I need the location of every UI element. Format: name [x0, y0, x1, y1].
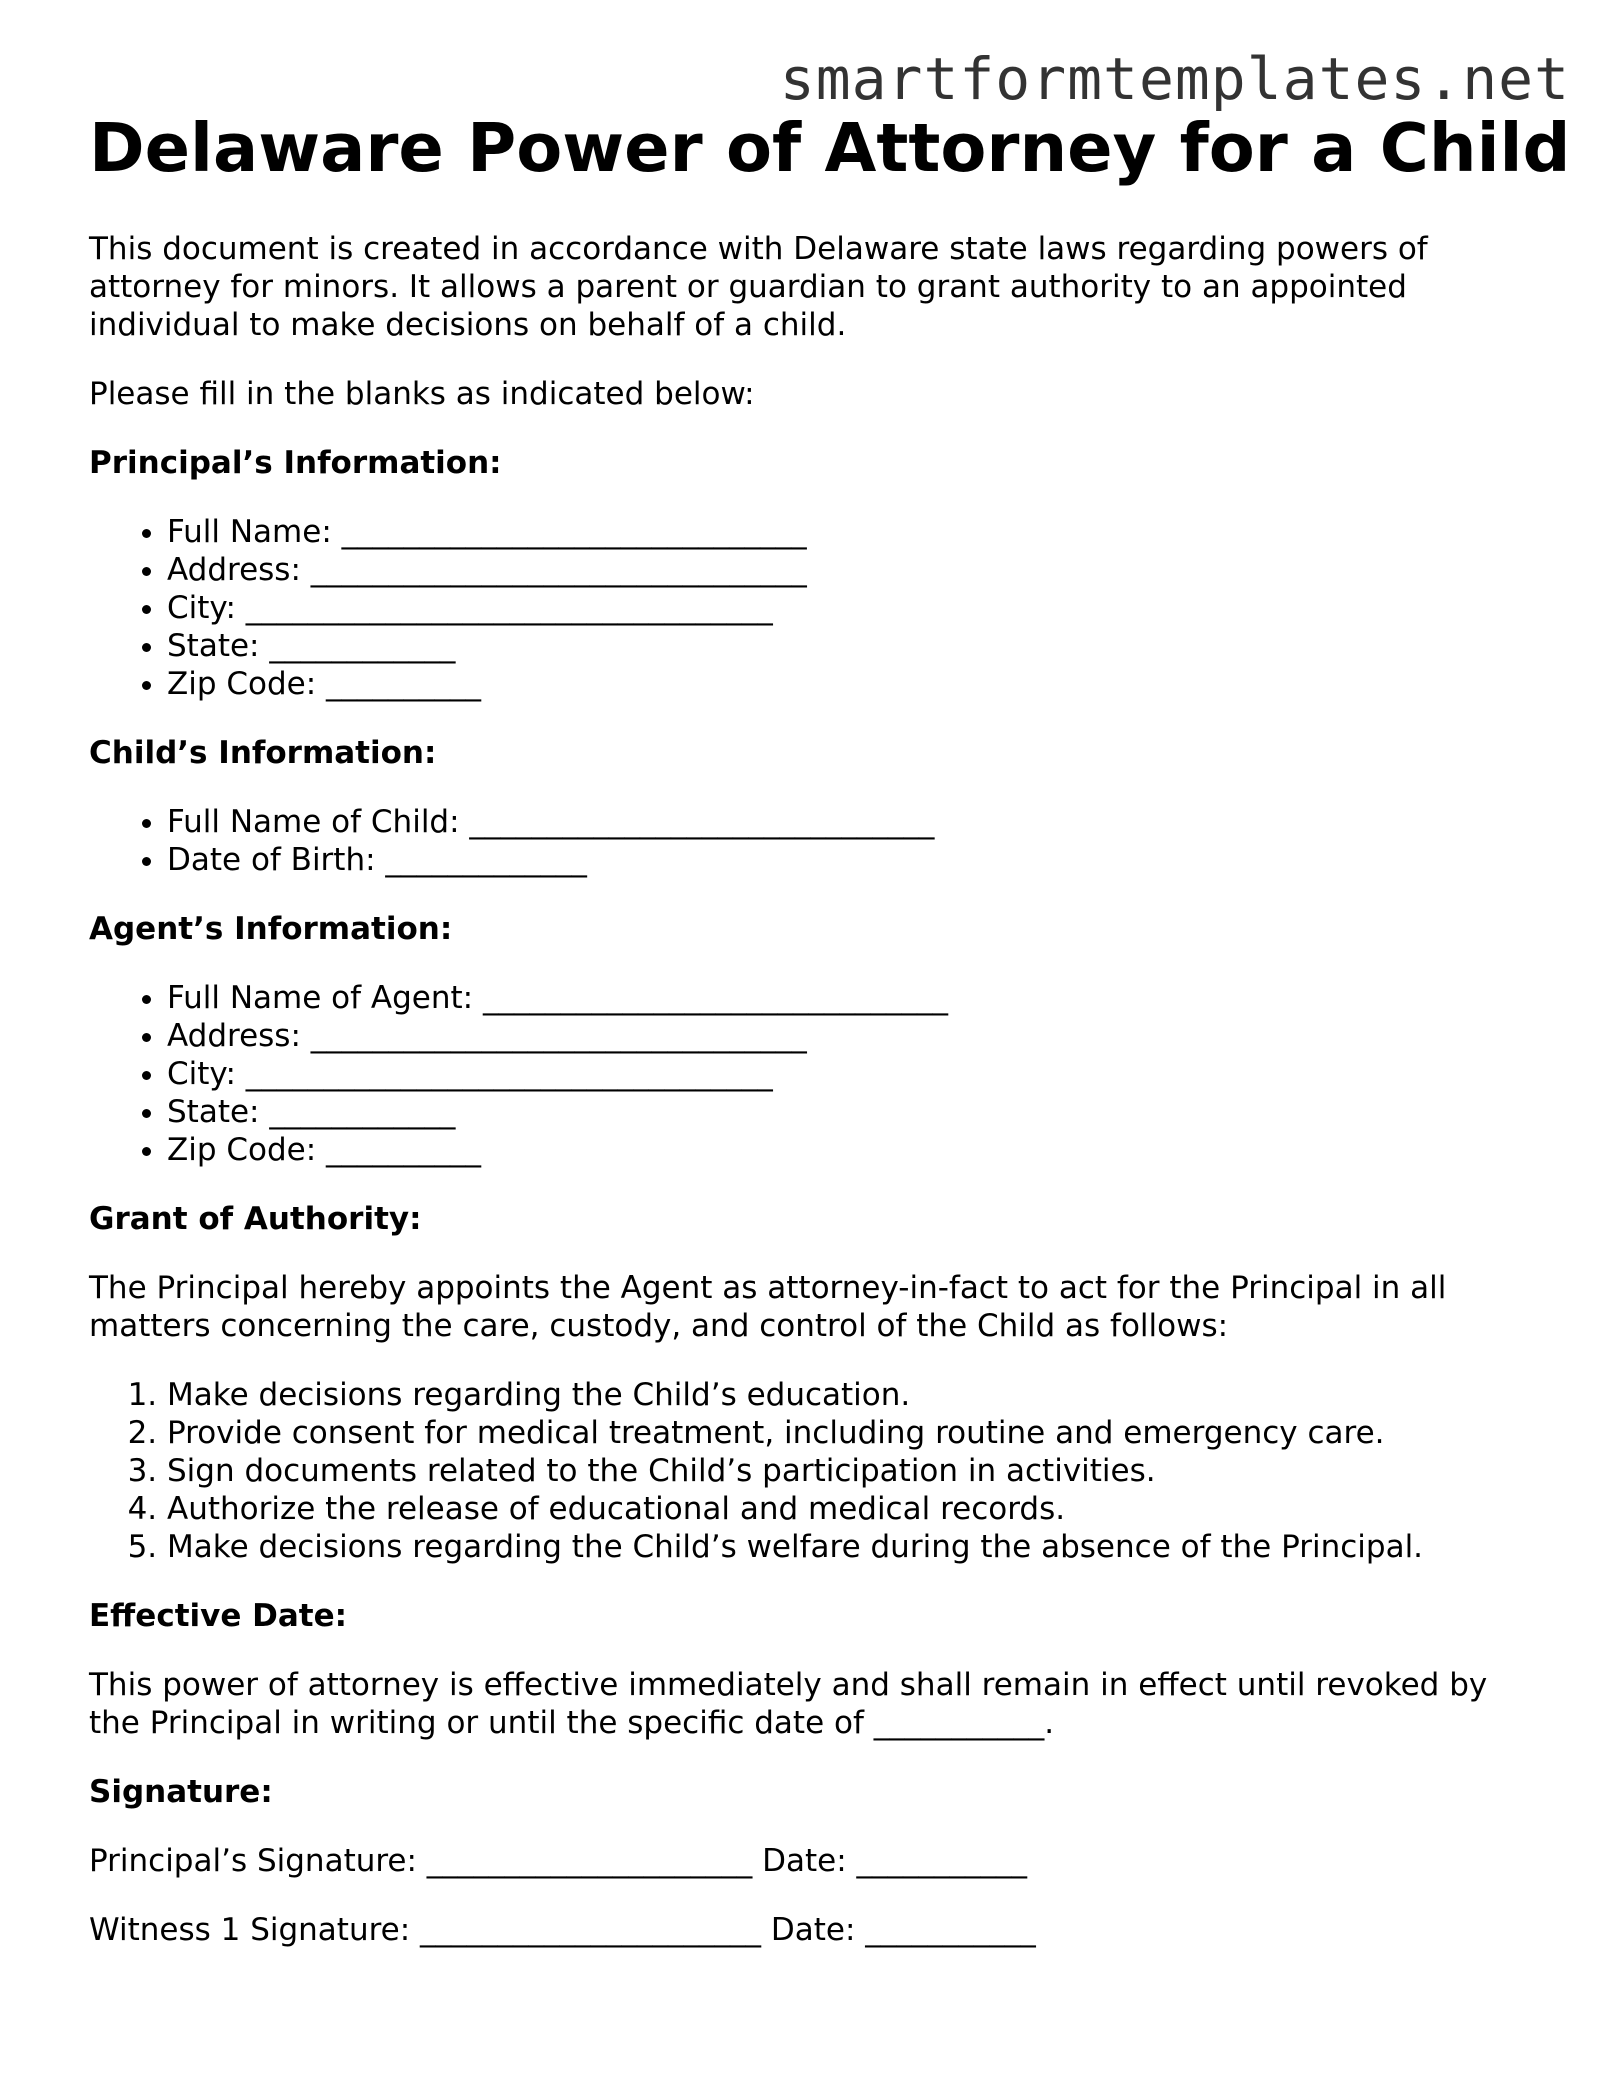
document-title: Delaware Power of Attorney for a Child: [89, 109, 1571, 187]
agent-state-field[interactable]: • State: ____________: [167, 1093, 1529, 1131]
grant-item-documents: 3. Sign documents related to the Child’s participation in activities.: [167, 1452, 1529, 1490]
grant-item-welfare: 5. Make decisions regarding the Child’s welfare during the absence of the Principal.: [167, 1528, 1529, 1566]
effective-date-paragraph[interactable]: This power of attorney is effective immediately and shall remain in effect until revoked by the Principal in writing or until the specific date of ___________.: [89, 1667, 1488, 1741]
grant-item-education: 1. Make decisions regarding the Child’s education.: [167, 1376, 1529, 1414]
principal-signature-line[interactable]: Principal’s Signature: _____________________ Date: ___________: [89, 1843, 1028, 1879]
intro-paragraph: This document is created in accordance with Delaware state laws regarding powers of attorney for minors. It allows a parent or guardian to grant authority to an appointed individual to make decisions on behalf of a child.: [89, 231, 1428, 343]
witness-signature-line[interactable]: Witness 1 Signature: ______________________ Date: ___________: [89, 1912, 1036, 1948]
grant-authority-list: [89, 1376, 1529, 1566]
child-info-list: [89, 803, 1529, 879]
principal-zip-field[interactable]: • Zip Code: __________: [167, 665, 1529, 703]
grant-item-records: 4. Authorize the release of educational and medical records.: [167, 1490, 1529, 1528]
grant-paragraph: The Principal hereby appoints the Agent as attorney-in-fact to act for the Principal in all matters concerning the care, custody, and control of the Child as follows:: [89, 1270, 1447, 1344]
child-full-name-field[interactable]: • Full Name of Child: ______________________________: [167, 803, 1529, 841]
document-body: [89, 230, 1529, 1980]
agent-info-list: [89, 979, 1529, 1169]
child-dob-field[interactable]: • Date of Birth: _____________: [167, 841, 1529, 879]
effective-date-heading: Effective Date:: [89, 1598, 348, 1634]
principal-full-name-field[interactable]: • Full Name: ______________________________: [167, 513, 1529, 551]
principal-state-field[interactable]: • State: ____________: [167, 627, 1529, 665]
agent-zip-field[interactable]: • Zip Code: __________: [167, 1131, 1529, 1169]
principal-info-list: [89, 513, 1529, 703]
agent-heading: Agent’s Information:: [89, 911, 453, 947]
child-heading: Child’s Information:: [89, 735, 437, 771]
grant-item-medical: 2. Provide consent for medical treatment, including routine and emergency care.: [167, 1414, 1529, 1452]
site-watermark: smartformtemplates.net: [779, 45, 1570, 113]
instruction-paragraph: Please fill in the blanks as indicated below:: [89, 376, 755, 412]
agent-full-name-field[interactable]: • Full Name of Agent: ______________________________: [167, 979, 1529, 1017]
grant-heading: Grant of Authority:: [89, 1201, 422, 1237]
principal-address-field[interactable]: • Address: ________________________________: [167, 551, 1529, 589]
agent-address-field[interactable]: • Address: ________________________________: [167, 1017, 1529, 1055]
principal-heading: Principal’s Information:: [89, 445, 502, 481]
agent-city-field[interactable]: • City: __________________________________: [167, 1055, 1529, 1093]
signature-heading: Signature:: [89, 1774, 273, 1810]
principal-city-field[interactable]: • City: __________________________________: [167, 589, 1529, 627]
